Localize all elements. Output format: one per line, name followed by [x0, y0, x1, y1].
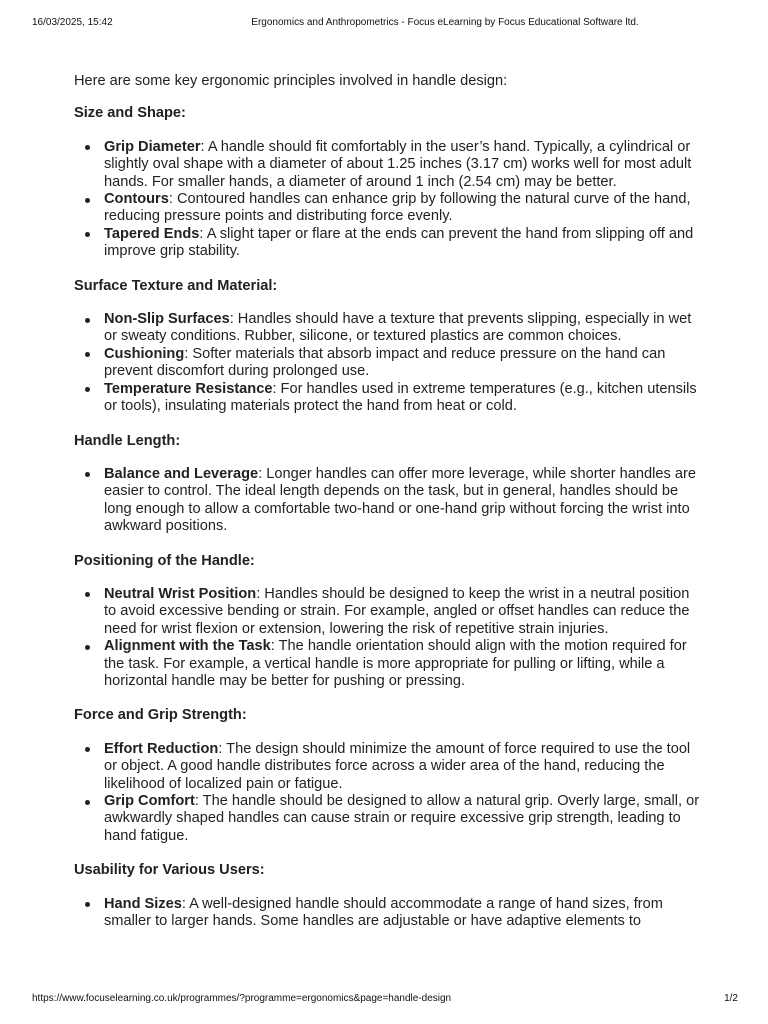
- item-description: : A well-designed handle should accommodate a range of hand sizes, from smaller to larger hands. Some handles are adjustable or have adaptive elements to: [104, 895, 663, 930]
- bullet-icon: [85, 145, 90, 150]
- page-number: 1/2: [724, 993, 738, 1004]
- bullet-icon: [85, 472, 90, 477]
- intro-paragraph: Here are some key ergonomic principles involved in handle design:: [74, 73, 508, 89]
- item-description: : Longer handles can offer more leverage, while shorter handles are easier to control. The ideal length depends on the task, but in general, handles should be long enough to allow a comfortable two-hand or one-hand grip without forcing the wrist into awkward positions.: [104, 465, 696, 535]
- item-description: : The handle orientation should align with the motion required for the task. For example, a vertical handle is more appropriate for pulling or lifting, while a horizontal handle may be better for pushing or pressing.: [104, 638, 687, 689]
- bullet-icon: [85, 902, 90, 907]
- item-term: Tapered Ends: [104, 225, 200, 242]
- list-item: [104, 381, 704, 416]
- list-item: [104, 793, 704, 845]
- document-title: Ergonomics and Anthropometrics - Focus eLearning by Focus Educational Software ltd.: [251, 17, 639, 28]
- item-term: Hand Sizes: [104, 895, 182, 912]
- bullet-icon: [85, 318, 90, 323]
- item-description: : The handle should be designed to allow a natural grip. Overly large, small, or awkwardly shaped handles can cause strain or require excessive grip strength, leading to hand fatigue.: [104, 793, 700, 844]
- print-date: 16/03/2025, 15:42: [32, 17, 113, 28]
- section-heading: Surface Texture and Material:: [74, 277, 278, 294]
- item-description: : Handles should have a texture that prevents slipping, especially in wet or sweaty conditions. Rubber, silicone, or textured plastics are common choices.: [104, 311, 692, 345]
- bullet-list: [74, 741, 704, 845]
- item-description: : For handles used in extreme temperatures (e.g., kitchen utensils or tools), insulating materials protect the hand from heat or cold.: [104, 380, 697, 415]
- bullet-icon: [85, 352, 90, 357]
- section-heading: Positioning of the Handle:: [74, 552, 255, 569]
- item-term: Effort Reduction: [104, 740, 219, 757]
- item-term: Balance and Leverage: [104, 465, 259, 482]
- bullet-icon: [85, 387, 90, 392]
- list-item: [104, 896, 704, 931]
- item-description: : Handles should be designed to keep the wrist in a neutral position to avoid excessive bending or strain. For example, angled or offset handles can reduce the need for wrist flexion or extension, lowering the risk of repetitive strain injuries.: [104, 585, 690, 637]
- item-term: Cushioning: [104, 345, 185, 362]
- section-heading: Handle Length:: [74, 432, 181, 449]
- list-item: [104, 741, 704, 793]
- section-heading: Usability for Various Users:: [74, 862, 265, 879]
- list-item: [104, 638, 704, 690]
- article-content: [74, 73, 704, 947]
- list-item: [104, 346, 704, 381]
- section-heading: Force and Grip Strength:: [74, 707, 247, 724]
- item-term: Temperature Resistance: [104, 380, 273, 397]
- page-url: https://www.focuselearning.co.uk/programmes/?programme=ergonomics&page=handle-design: [32, 993, 452, 1004]
- bullet-icon: [85, 645, 90, 650]
- item-description: : A handle should fit comfortably in the user’s hand. Typically, a cylindrical or slightly oval shape with a diameter of about 1.25 inches (3.17 cm) works well for most adult hands. For smaller hands, a diameter of around 1 inch (2.54 cm) may be better.: [104, 138, 692, 190]
- item-term: Non-Slip Surfaces: [104, 311, 230, 328]
- section-heading: Size and Shape:: [74, 105, 186, 122]
- bullet-icon: [85, 747, 90, 752]
- list-item: [104, 226, 704, 261]
- bullet-icon: [85, 800, 90, 805]
- bullet-icon: [85, 198, 90, 203]
- item-description: : Softer materials that absorb impact and reduce pressure on the hand can prevent discomfort during prolonged use.: [104, 345, 666, 380]
- item-term: Neutral Wrist Position: [104, 585, 257, 602]
- item-term: Contours: [104, 191, 169, 208]
- bullet-list: [74, 139, 704, 261]
- list-item: [104, 311, 704, 346]
- item-description: : The design should minimize the amount of force required to use the tool or object. A good handle distributes force across a wider area of the hand, reducing the likelihood of localized pain or fatigue.: [104, 740, 691, 792]
- item-term: Alignment with the Task: [104, 638, 271, 655]
- bullet-icon: [85, 592, 90, 597]
- bullet-icon: [85, 232, 90, 237]
- item-term: Grip Diameter: [104, 138, 201, 155]
- bullet-list: [74, 311, 704, 415]
- list-item: [104, 586, 704, 638]
- sections-container: [74, 105, 704, 930]
- item-description: : A slight taper or flare at the ends can prevent the hand from slipping off and improve grip stability.: [104, 225, 694, 260]
- bullet-list: [74, 586, 704, 690]
- item-description: : Contoured handles can enhance grip by following the natural curve of the hand, reducing pressure points and distributing force evenly.: [104, 191, 691, 225]
- print-footer: [32, 993, 738, 1005]
- bullet-list: [74, 466, 704, 536]
- list-item: [104, 466, 704, 536]
- list-item: [104, 139, 704, 191]
- item-term: Grip Comfort: [104, 793, 195, 809]
- bullet-list: [74, 896, 704, 931]
- print-header: [32, 17, 738, 29]
- list-item: [104, 191, 704, 226]
